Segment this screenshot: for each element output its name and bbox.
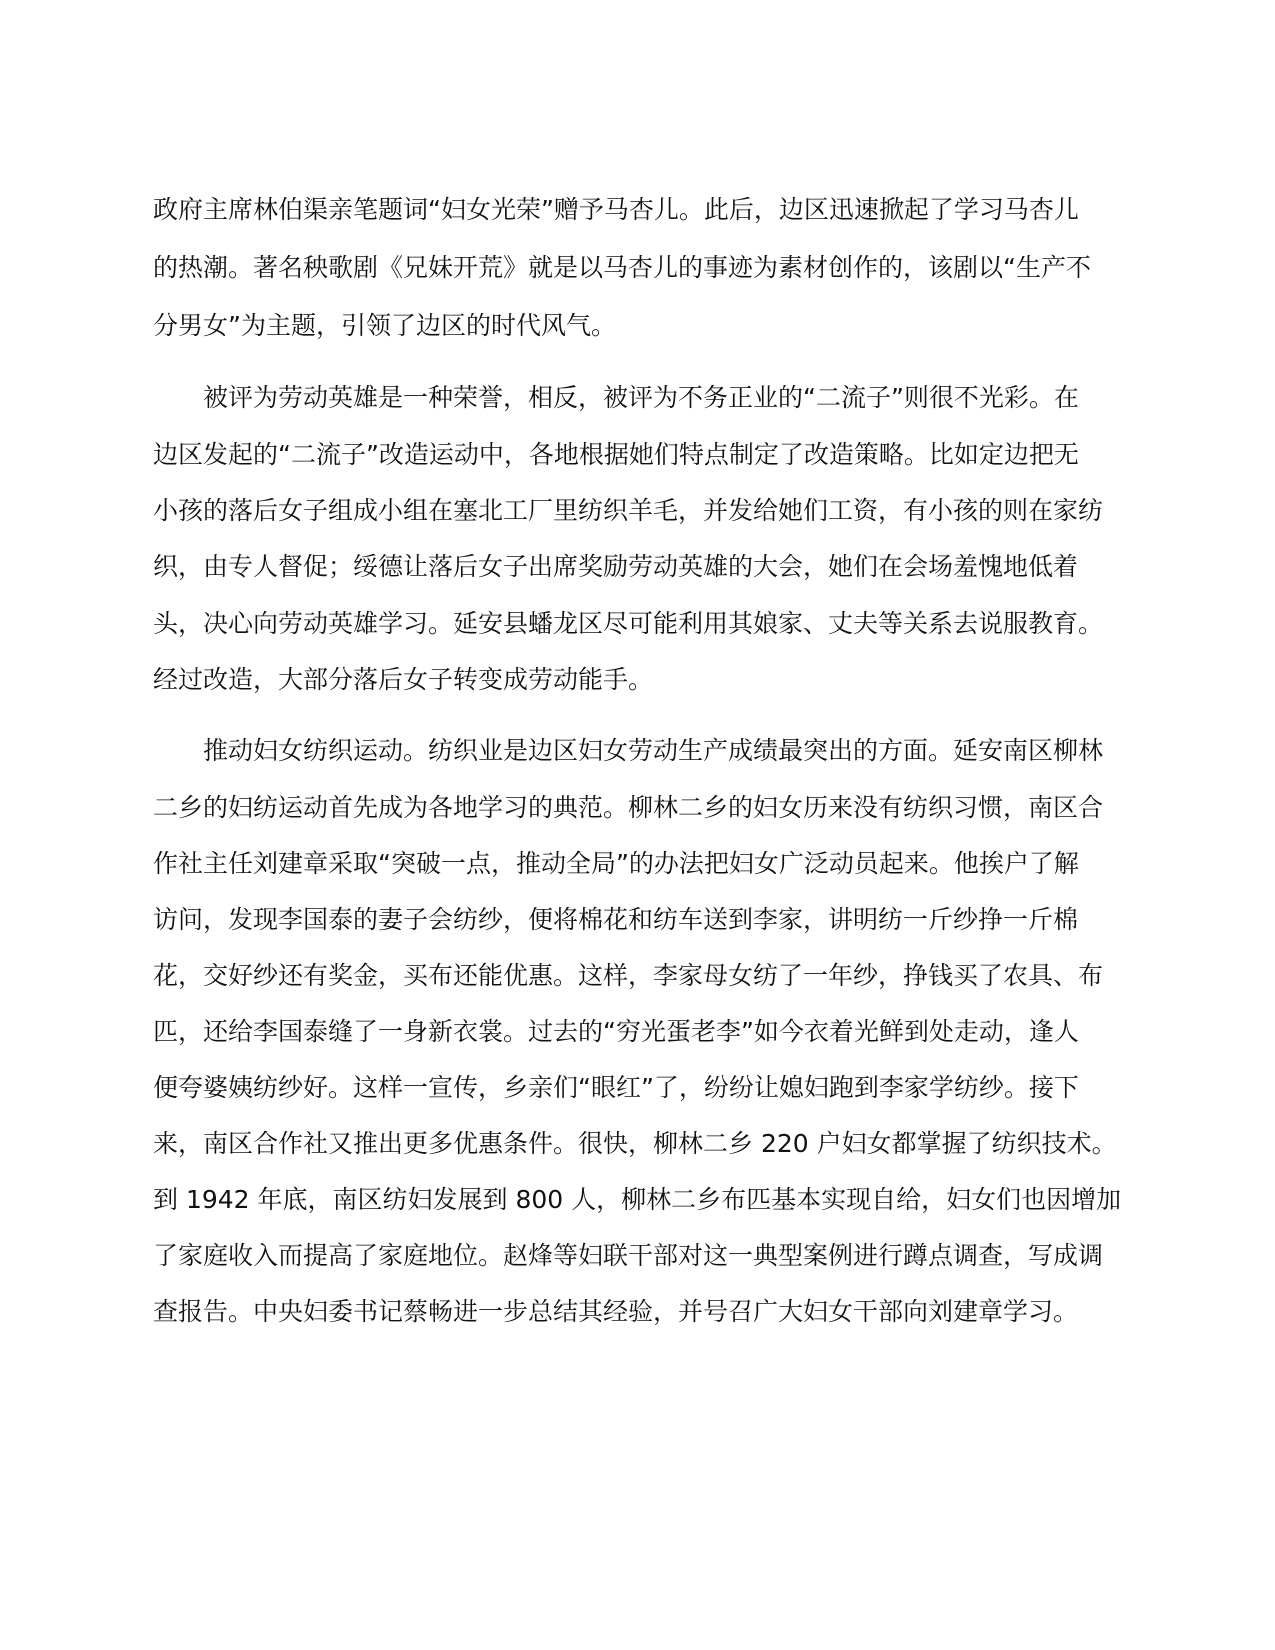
paragraph-1-line-3: 分男女”为主题，引领了边区的时代风气。	[153, 311, 616, 340]
paragraph-3-line-1: 推动妇女纺织运动。纺织业是边区妇女劳动生产成绩最突出的方面。延安南区柳林	[203, 736, 1104, 765]
paragraph-3-line-9: 到 1942 年底，南区纺妇发展到 800 人，柳林二乡布匹基本实现自给，妇女们也因增加	[153, 1185, 1122, 1214]
paragraph-2-line-1: 被评为劳动英雄是一种荣誉，相反，被评为不务正业的“二流子”则很不光彩。在	[203, 383, 1079, 412]
paragraph-3-line-5: 花，交好纱还有奖金，买布还能优惠。这样，李家母女纺了一年纱，挣钱买了农具、布	[153, 961, 1104, 990]
paragraph-3-line-6: 匹，还给李国泰缝了一身新衣裳。过去的“穷光蛋老李”如今衣着光鲜到处走动，逢人	[153, 1017, 1079, 1046]
paragraph-3-line-11: 查报告。中央妇委书记蔡畅进一步总结其经验，并号召广大妇女干部向刘建章学习。	[153, 1297, 1079, 1326]
paragraph-3-line-10: 了家庭收入而提高了家庭地位。赵烽等妇联干部对这一典型案例进行蹲点调查，写成调	[153, 1241, 1104, 1270]
paragraph-3-line-7: 便夸婆姨纺纱好。这样一宣传，乡亲们“眼红”了，纷纷让媳妇跑到李家学纺纱。接下	[153, 1073, 1079, 1102]
paragraph-1-line-2: 的热潮。著名秧歌剧《兄妹开荒》就是以马杏儿的事迹为素材创作的，该剧以“生产不	[153, 253, 1091, 282]
paragraph-2-line-3: 小孩的落后女子组成小组在塞北工厂里纺织羊毛，并发给她们工资，有小孩的则在家纺	[153, 496, 1104, 525]
paragraph-3-line-3: 作社主任刘建章采取“突破一点，推动全局”的办法把妇女广泛动员起来。他挨户了解	[153, 849, 1079, 878]
paragraph-2-line-5: 头，决心向劳动英雄学习。延安县蟠龙区尽可能利用其娘家、丈夫等关系去说服教育。	[153, 609, 1104, 638]
paragraph-1-line-1: 政府主席林伯渠亲笔题词“妇女光荣”赠予马杏儿。此后，边区迅速掀起了学习马杏儿	[153, 195, 1079, 224]
paragraph-3-line-4: 访问，发现李国泰的妻子会纺纱，便将棉花和纺车送到李家，讲明纺一斤纱挣一斤棉	[153, 905, 1079, 934]
paragraph-2-line-6: 经过改造，大部分落后女子转变成劳动能手。	[153, 665, 654, 694]
paragraph-3-line-2: 二乡的妇纺运动首先成为各地学习的典范。柳林二乡的妇女历来没有纺织习惯，南区合	[153, 793, 1104, 822]
paragraph-3-line-8: 来，南区合作社又推出更多优惠条件。很快，柳林二乡 220 户妇女都掌握了纺织技术。	[153, 1129, 1117, 1158]
paragraph-2-line-4: 织，由专人督促；绥德让落后女子出席奖励劳动英雄的大会，她们在会场羞愧地低着	[153, 552, 1079, 581]
paragraph-2-line-2: 边区发起的“二流子”改造运动中，各地根据她们特点制定了改造策略。比如定边把无	[153, 440, 1079, 469]
